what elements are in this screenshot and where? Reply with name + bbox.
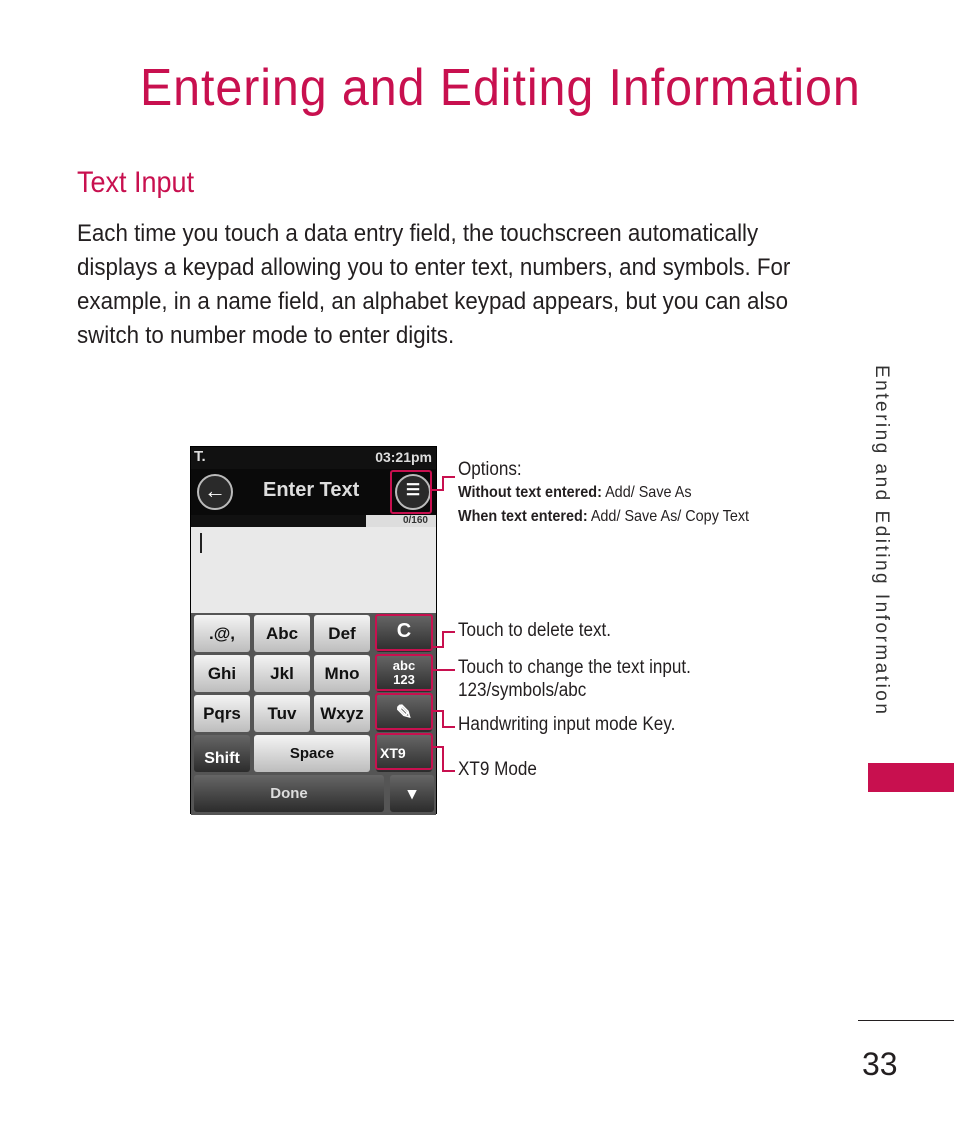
highlight-options xyxy=(390,470,432,514)
footer-rule xyxy=(858,1020,954,1021)
options-callout-title: Options: xyxy=(458,459,522,480)
done-button[interactable]: Done xyxy=(194,775,384,812)
key-wxyz[interactable]: Wxyz xyxy=(314,695,370,732)
key-ghi[interactable]: Ghi xyxy=(194,655,250,692)
mode-key-bottom: 123 xyxy=(393,672,415,687)
back-arrow-icon[interactable]: ← xyxy=(197,474,233,510)
signal-icon: T. xyxy=(194,448,206,465)
mode-callout-line1: Touch to change the text input. xyxy=(458,657,691,678)
mode-callout-line2: 123/symbols/abc xyxy=(458,680,587,701)
without-value: Add/ Save As xyxy=(601,484,692,501)
xt9-key[interactable]: XT9 xyxy=(376,735,432,772)
paragraph-line: displays a keypad allowing you to enter text, numbers, and symbols. For xyxy=(77,254,791,281)
text-entry-field[interactable] xyxy=(191,527,436,613)
with-value: Add/ Save As/ Copy Text xyxy=(587,508,750,525)
without-label: Without text entered: xyxy=(458,484,602,501)
highlight-delete xyxy=(375,614,433,651)
with-label: When text entered: xyxy=(458,508,588,525)
key-def[interactable]: Def xyxy=(314,615,370,652)
chapter-tab xyxy=(868,763,954,792)
options-menu-icon[interactable]: ☰ xyxy=(395,474,431,510)
highlight-xt9 xyxy=(375,733,433,770)
key-jkl[interactable]: Jkl xyxy=(254,655,310,692)
delete-key[interactable]: C xyxy=(376,615,432,652)
collapse-chevron-icon[interactable]: ▾ xyxy=(390,775,434,812)
handwriting-pen-icon[interactable]: ✎ xyxy=(376,695,432,732)
paragraph-line: example, in a name field, an alphabet keypad appears, but you can also xyxy=(77,288,788,315)
paragraph-line: switch to number mode to enter digits. xyxy=(77,322,455,349)
xt9-callout: XT9 Mode xyxy=(458,759,537,780)
options-with-text xyxy=(458,508,749,526)
side-chapter-label: Entering and Editing Information xyxy=(871,365,892,717)
key-abc[interactable]: Abc xyxy=(254,615,310,652)
space-key[interactable]: Space xyxy=(254,735,370,772)
page-title: Entering and Editing Information xyxy=(140,59,861,117)
key-mno[interactable]: Mno xyxy=(314,655,370,692)
highlight-mode xyxy=(375,654,433,691)
callout-line-handwriting xyxy=(432,711,455,727)
handwriting-callout: Handwriting input mode Key. xyxy=(458,714,676,735)
paragraph-line: Each time you touch a data entry field, the touchscreen automatically xyxy=(77,220,759,247)
char-counter: 0/160 xyxy=(366,515,436,527)
page-number: 33 xyxy=(862,1046,898,1082)
text-cursor xyxy=(200,533,202,553)
section-heading: Text Input xyxy=(77,166,195,199)
highlight-handwriting xyxy=(375,693,433,730)
delete-callout: Touch to delete text. xyxy=(458,620,612,641)
status-time: 03:21pm xyxy=(375,449,432,465)
shift-key[interactable]: Shift xyxy=(194,735,250,772)
mode-key-top: abc xyxy=(392,658,416,673)
body-paragraph xyxy=(77,217,791,353)
status-bar xyxy=(191,447,436,469)
header-title: Enter Text xyxy=(263,479,360,501)
options-without-text xyxy=(458,484,692,502)
phone-screenshot xyxy=(190,446,437,814)
key-symbols[interactable]: .@, xyxy=(194,615,250,652)
callout-line-options xyxy=(432,477,455,490)
key-pqrs[interactable]: Pqrs xyxy=(194,695,250,732)
callout-line-delete xyxy=(432,632,455,647)
callout-lines xyxy=(430,455,460,785)
key-tuv[interactable]: Tuv xyxy=(254,695,310,732)
callout-line-xt9 xyxy=(432,747,455,771)
